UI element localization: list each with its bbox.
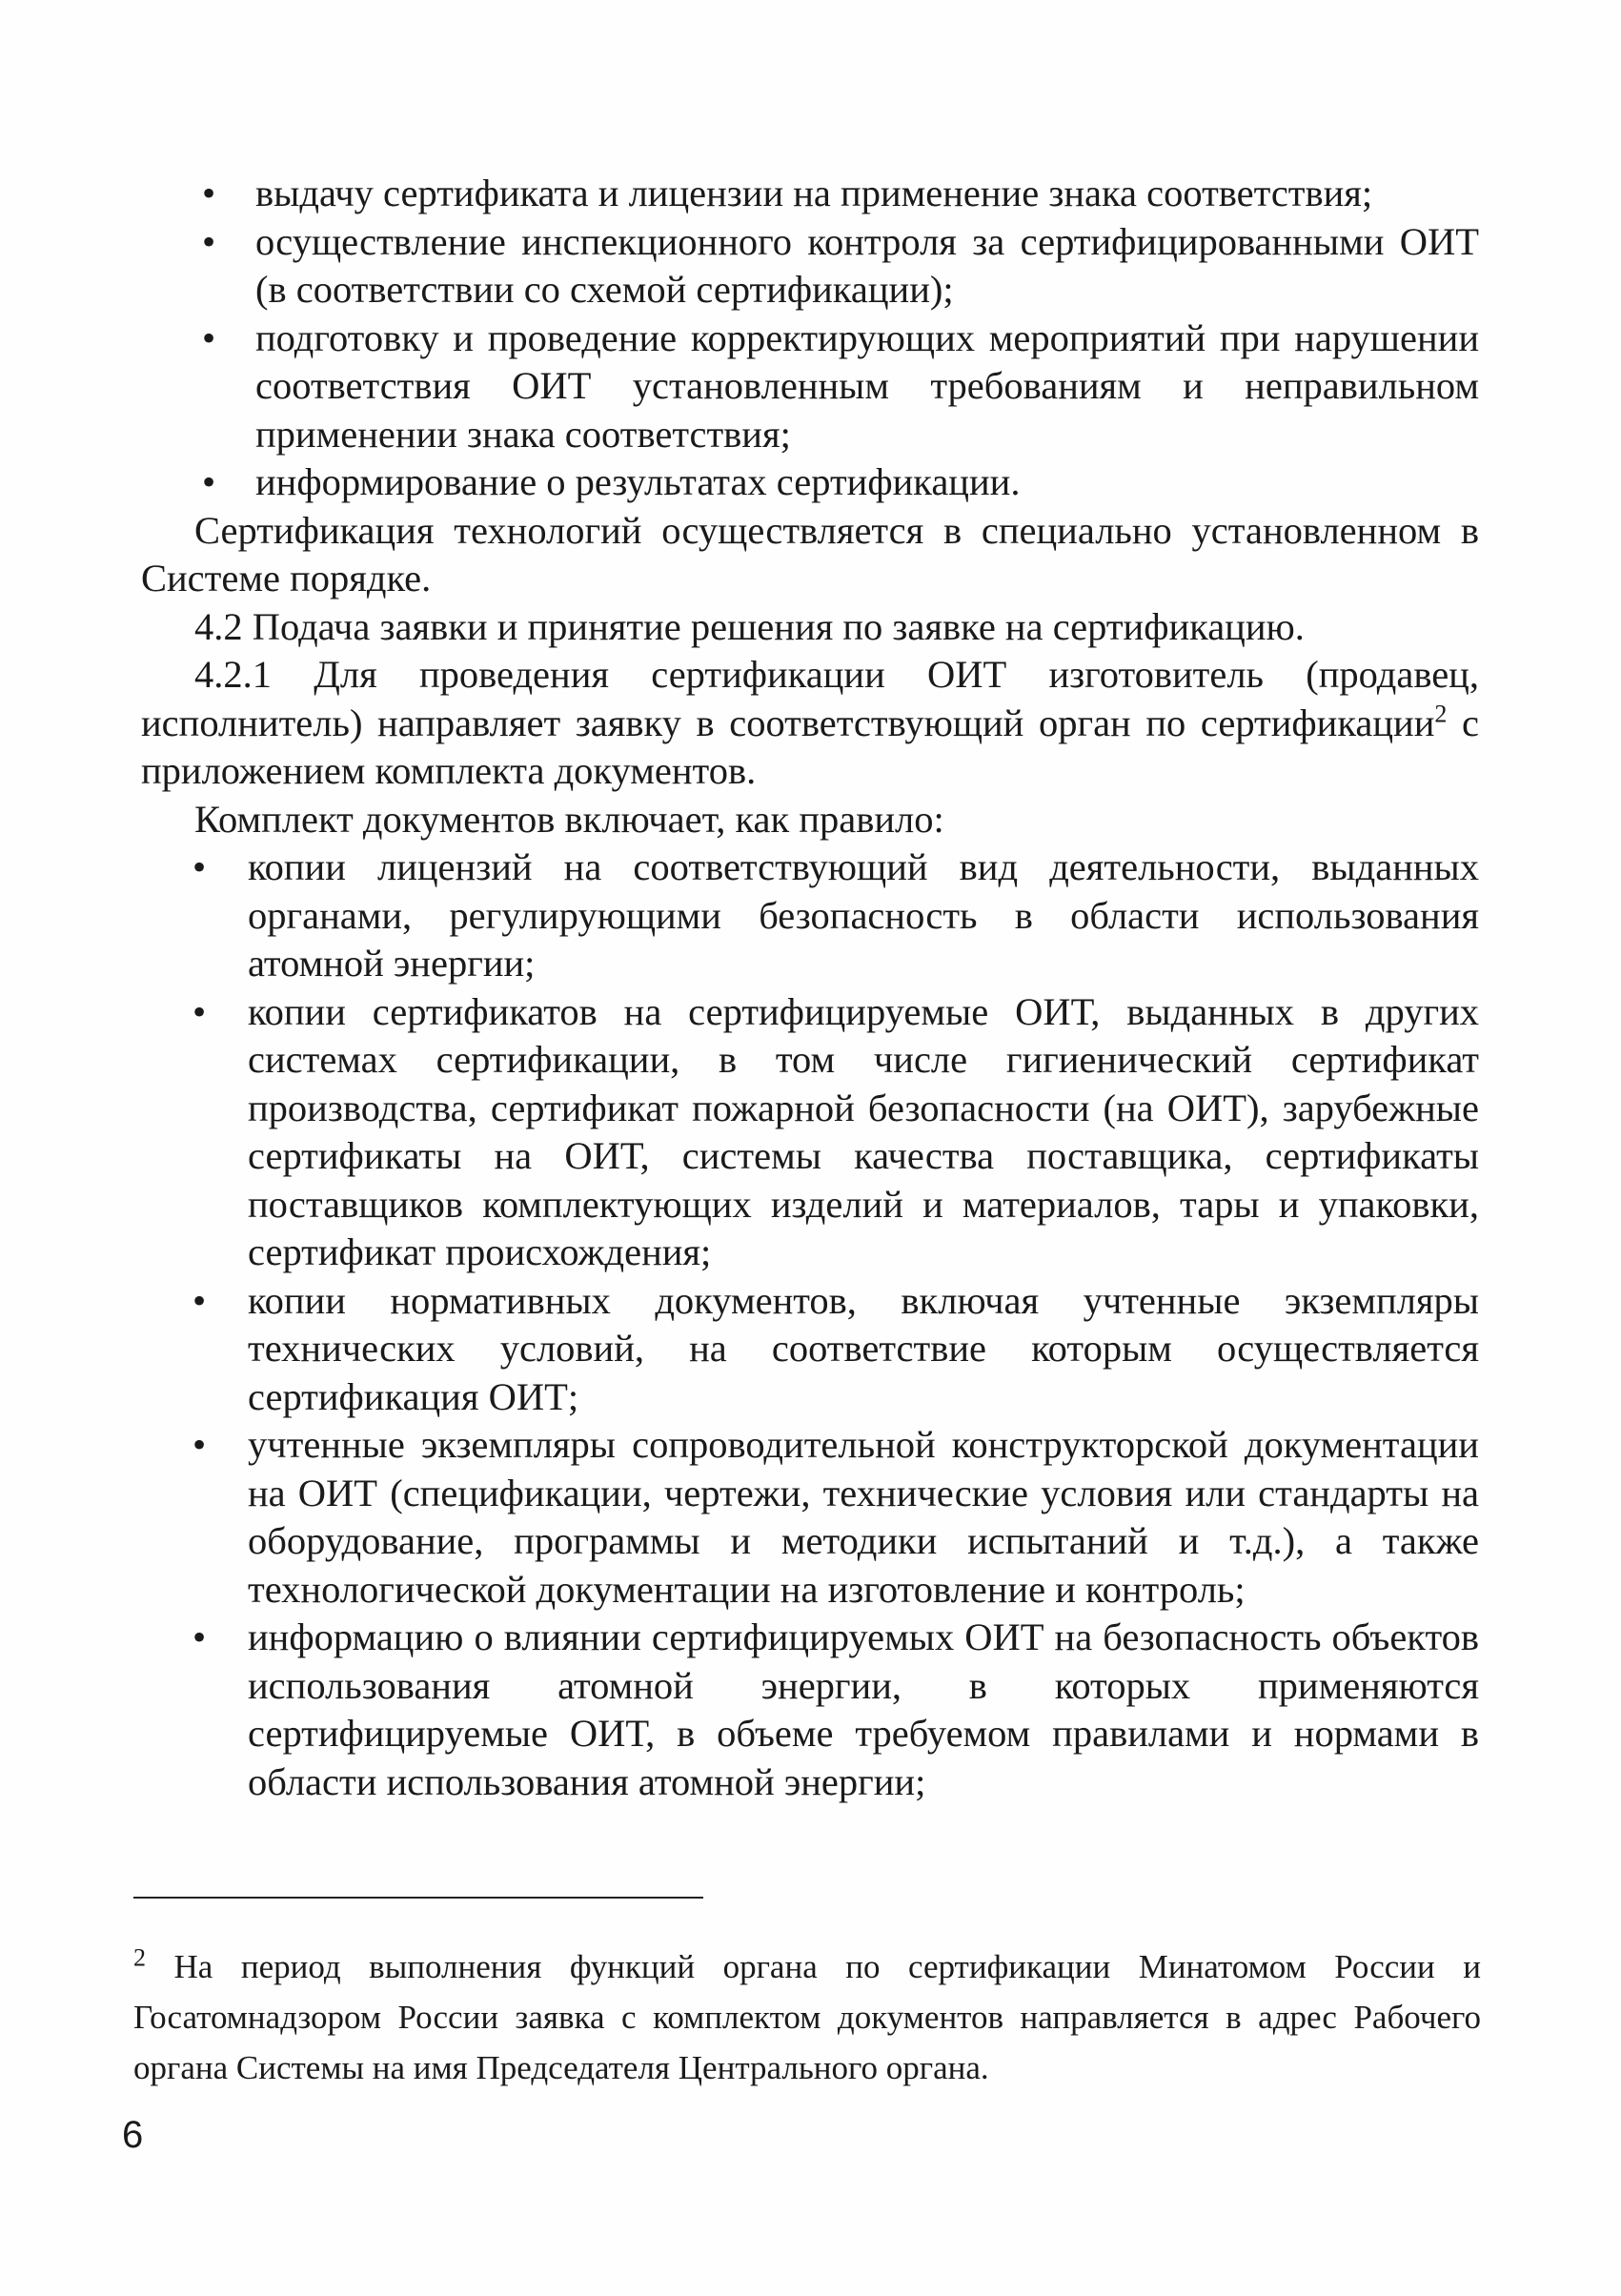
document-body	[141, 170, 1479, 1806]
list-item: • копии лицензий на соответствующий вид деятельности, выданных органами, регулирующими безопасность в области использования атомной энергии;	[141, 843, 1479, 988]
list-item: • учтенные экземпляры сопроводительной конструкторской документации на ОИТ (спецификации, чертежи, технические условия или стандарты на оборудование, программы и методики испытаний и т.д.), а также технологической документации на изготовление и контроль;	[141, 1421, 1479, 1614]
list-item: • информирование о результатах сертификации.	[141, 458, 1479, 507]
footnote-reference: 2	[1434, 700, 1448, 727]
page-number: 6	[122, 2114, 144, 2156]
documents-intro: Комплект документов включает, как правило:	[194, 797, 944, 841]
list-item: • подготовку и проведение корректирующих мероприятий при нарушении соответствия ОИТ установленным требованиям и неправильном применении знака соответствия;	[141, 315, 1479, 459]
list-item: • копии сертификатов на сертифицируемые ОИТ, выданных в других системах сертификации, в том числе гигиенический сертификат производства, сертификат пожарной безопасности (на ОИТ), зарубежные сертификаты на ОИТ, системы качества поставщика, сертификаты поставщиков комплектующих изделий и материалов, тары и упаковки, сертификат происхождения;	[141, 988, 1479, 1277]
list-item: • копии нормативных документов, включая учтенные экземпляры технических условий, на соответствие которым осуществляется сертификация ОИТ;	[141, 1277, 1479, 1422]
footnote-text: На период выполнения функций органа по сертификации Минатомом России и Госатомнадзором России заявка с комплектом документов направляется в адрес Рабочего органа Системы на имя Председателя Центрального органа.	[133, 1948, 1481, 2086]
paragraph-4-2-1-tail: с приложением комплекта документов.	[141, 701, 1479, 792]
list-item: • информацию о влиянии сертифицируемых ОИТ на безопасность объектов использования атомной энергии, в которых применяются сертифицируемые ОИТ, в объеме требуемом правилами и нормами в области использования атомной энергии;	[141, 1614, 1479, 1806]
footnote	[133, 1941, 1481, 2093]
documents-list	[141, 843, 1479, 1806]
paragraph-4-2-1-text: 4.2.1 Для проведения сертификации ОИТ изготовитель (продавец, исполнитель) направляет заявку в соответствующий орган по сертификации	[141, 653, 1479, 744]
section-heading-4-2: 4.2 Подача заявки и принятие решения по заявке на сертификацию.	[194, 604, 1305, 648]
paragraph-4-2-1	[141, 651, 1479, 796]
list-item: • выдачу сертификата и лицензии на применение знака соответствия;	[141, 170, 1479, 218]
list-item: • осуществление инспекционного контроля за сертифицированными ОИТ (в соответствии со схемой сертификации);	[141, 218, 1479, 315]
footnote-mark: 2	[133, 1943, 146, 1972]
paragraph-technologies: Сертификация технологий осуществляется в специально установленном в Системе порядке.	[141, 508, 1479, 599]
footnote-divider	[133, 1897, 703, 1899]
certification-steps-list	[141, 170, 1479, 507]
